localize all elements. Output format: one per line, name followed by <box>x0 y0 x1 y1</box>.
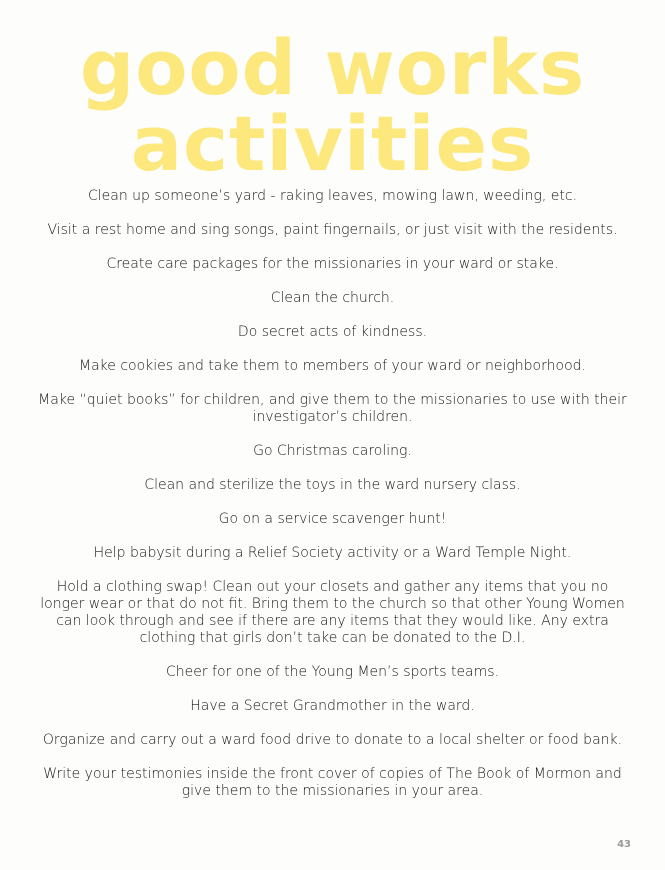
activity-item: Help babysit during a Relief Society activity or a Ward Temple Night. <box>93 545 572 561</box>
activity-item: Clean the church. <box>270 290 395 306</box>
activity-item: Organize and carry out a ward food drive to donate to a local shelter or food bank. <box>42 732 623 748</box>
activity-item: Go on a service scavenger hunt! <box>218 511 447 527</box>
title-line-2: activities <box>130 99 535 188</box>
activity-item: Create care packages for the missionaries in your ward or stake. <box>106 256 559 272</box>
activity-item: Visit a rest home and sing songs, paint fingernails, or just visit with the residents. <box>47 222 618 238</box>
activity-item: Cheer for one of the Young Men’s sports teams. <box>165 664 500 680</box>
title-line-1: good works <box>79 23 586 112</box>
activity-item: Have a Secret Grandmother in the ward. <box>190 698 475 714</box>
activity-item: Write your testimonies inside the front cover of copies of The Book of Mormon and give them to the missionaries in your area. <box>43 766 622 799</box>
activity-list <box>36 188 629 817</box>
activity-item: Make cookies and take them to members of your ward or neighborhood. <box>79 358 586 374</box>
page-number: 43 <box>617 839 631 850</box>
activity-item: Do secret acts of kindness. <box>237 324 428 340</box>
activity-item: Clean up someone’s yard - raking leaves, mowing lawn, weeding, etc. <box>87 188 578 204</box>
activity-item: Clean and sterilize the toys in the ward nursery class. <box>144 477 521 493</box>
activity-item: Make “quiet books” for children, and give them to the missionaries to use with their investigator’s children. <box>38 392 627 425</box>
activity-item: Hold a clothing swap! Clean out your closets and gather any items that you no longer wear or that do not fit. Bring them to the church so that other Young Women can look through and see if there are any items that they would like. Any extra clothing that girls don’t take can be donated to the D.I. <box>40 579 625 646</box>
activity-item: Go Christmas caroling. <box>253 443 412 459</box>
